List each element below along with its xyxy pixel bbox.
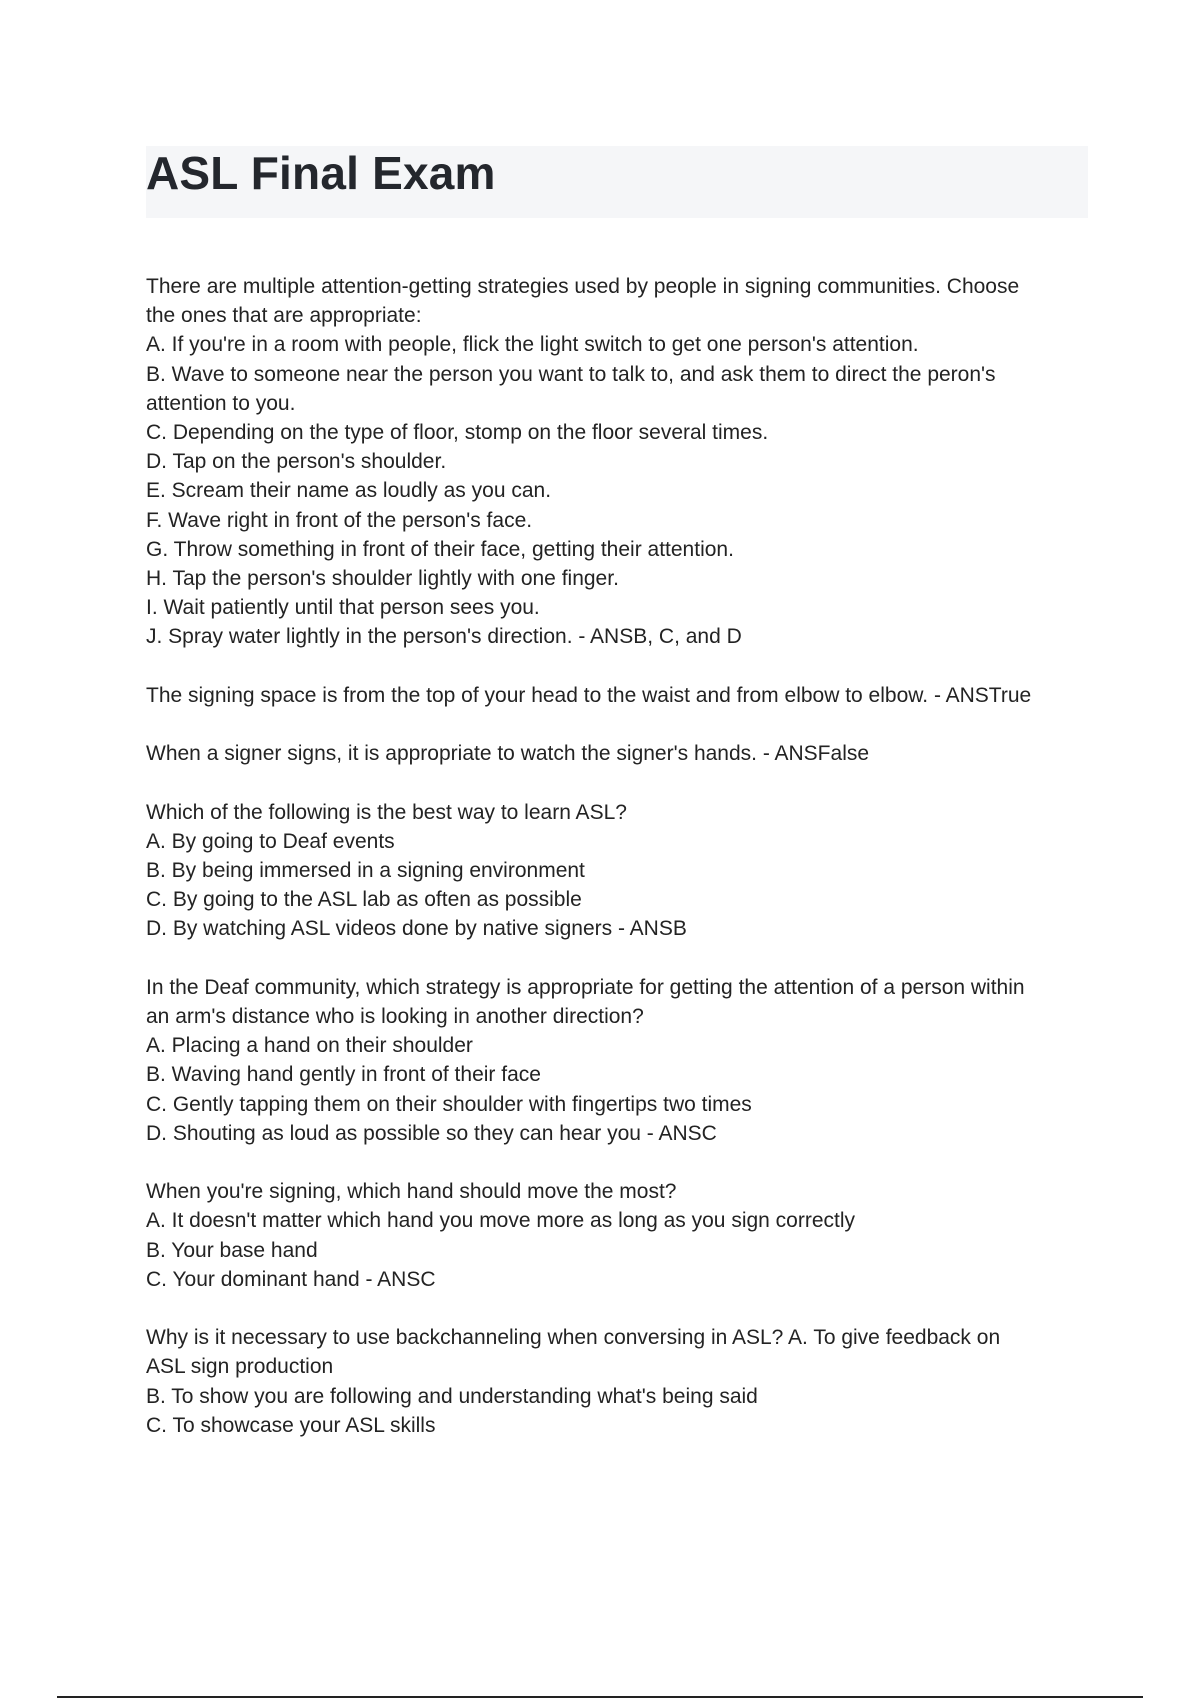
question-block — [146, 272, 1096, 652]
footer-divider — [57, 1696, 1143, 1698]
answer-option: A. It doesn't matter which hand you move more as long as you sign correctly — [146, 1209, 856, 1233]
answer-option: B. To show you are following and understanding what's being said — [146, 1384, 758, 1408]
answer-option: B. Your base hand — [146, 1238, 318, 1262]
answer-option: C. Gently tapping them on their shoulder with fingertips two times — [146, 1092, 752, 1116]
answer-option: G. Throw something in front of their face, getting their attention. — [146, 537, 734, 561]
answer-option: F. Wave right in front of the person's face. — [146, 508, 533, 532]
question-line: Why is it necessary to use backchanneling when conversing in ASL? A. To give feedback on — [146, 1326, 1001, 1350]
question-block — [146, 798, 1096, 944]
question-block — [146, 1177, 1096, 1294]
answer-option: I. Wait patiently until that person sees you. — [146, 596, 540, 620]
question-line: There are multiple attention-getting strategies used by people in signing communities. Choose — [146, 275, 1020, 298]
answer-option: A. By going to Deaf events — [146, 829, 395, 853]
answer-option: D. Shouting as loud as possible so they can hear you - ANSC — [146, 1121, 717, 1145]
answer-option: J. Spray water lightly in the person's direction. - ANSB, C, and D — [146, 625, 742, 649]
question-line: In the Deaf community, which strategy is appropriate for getting the attention of a person within — [146, 975, 1025, 999]
question-line: When you're signing, which hand should move the most? — [146, 1180, 677, 1204]
question-line: When a signer signs, it is appropriate to watch the signer's hands. - ANSFalse — [146, 742, 870, 766]
answer-option: A. If you're in a room with people, flick the light switch to get one person's attention. — [146, 333, 919, 357]
question-block — [146, 973, 1096, 1148]
answer-option: B. Wave to someone near the person you want to talk to, and ask them to direct the peron's — [146, 362, 996, 386]
question-line: Which of the following is the best way to learn ASL? — [146, 800, 627, 824]
question-line: The signing space is from the top of your head to the waist and from elbow to elbow. - ANSTrue — [146, 683, 1032, 707]
question-block — [146, 1323, 1096, 1440]
answer-option: B. By being immersed in a signing environment — [146, 859, 585, 883]
exam-content — [146, 272, 1096, 1469]
question-block — [146, 681, 1096, 710]
answer-option: B. Waving hand gently in front of their face — [146, 1063, 541, 1087]
question-line: the ones that are appropriate: — [146, 304, 422, 328]
answer-option: A. Placing a hand on their shoulder — [146, 1034, 473, 1058]
answer-option: D. Tap on the person's shoulder. — [146, 450, 447, 474]
answer-option: C. To showcase your ASL skills — [146, 1413, 436, 1437]
answer-option: C. Your dominant hand - ANSC — [146, 1267, 436, 1291]
answer-option: C. By going to the ASL lab as often as possible — [146, 888, 582, 912]
page-title: ASL Final Exam — [146, 147, 496, 199]
answer-option: C. Depending on the type of floor, stomp on the floor several times. — [146, 421, 769, 445]
answer-option: H. Tap the person's shoulder lightly with one finger. — [146, 567, 619, 591]
question-block — [146, 739, 1096, 768]
answer-option: D. By watching ASL videos done by native signers - ANSB — [146, 917, 687, 941]
answer-option: ASL sign production — [146, 1355, 334, 1379]
question-line: an arm's distance who is looking in another direction? — [146, 1005, 644, 1029]
answer-option: E. Scream their name as loudly as you can. — [146, 479, 552, 503]
answer-option: attention to you. — [146, 391, 296, 415]
